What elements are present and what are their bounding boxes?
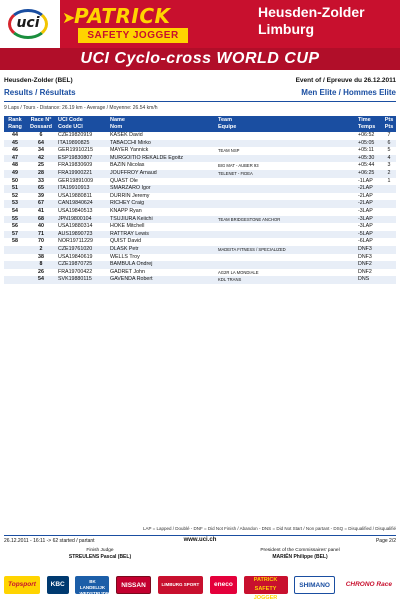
cell-uci-code: USA19840619 (58, 253, 93, 260)
sponsor-logo-kbc: KBC (47, 576, 69, 594)
cell-bib: 39 (38, 192, 44, 199)
cell-time: DNS (356, 276, 382, 284)
sponsor-logo-eneco: eneco (210, 576, 237, 594)
cell-name: KASEK David (110, 132, 143, 138)
cell-bib: 65 (26, 185, 56, 193)
cell-team (216, 208, 356, 216)
cell-uci-code: AUS19890723 (56, 231, 108, 239)
cell-uci-code: FRA19900221 (56, 170, 108, 178)
sponsor-strip (4, 574, 396, 600)
cell-name: BAMBULA Ondrej (108, 261, 216, 269)
cell-team (216, 200, 356, 208)
cell-time: -2LAP (356, 200, 382, 208)
results-body (4, 132, 396, 284)
cell-uci-code: CAN19840624 (56, 200, 108, 208)
cell-team (216, 238, 356, 246)
cell-uci-code: FRA19830609 (58, 162, 93, 169)
event-location: Heusden-Zolder (BEL) (4, 77, 73, 84)
cell-uci-code: SVK19880115 (56, 276, 108, 284)
cell-uci-code: GER19910215 (58, 147, 94, 154)
cell-bib: 28 (26, 170, 56, 178)
cell-rank: 51 (4, 185, 26, 193)
cell-team (216, 193, 356, 201)
cell-uci-code: ITA19910913 (56, 185, 108, 193)
cell-name: QUAST Ole (110, 177, 138, 184)
column-header-team: Team Equipe (216, 116, 356, 132)
table-row (4, 246, 396, 254)
table-row (4, 170, 396, 178)
race-category: Men Elite / Hommes Elite (301, 88, 396, 97)
cell-rank: 52 (12, 192, 18, 199)
cell-time: -3LAP (356, 216, 382, 224)
table-row (4, 208, 396, 216)
venue-line-1: Heusden-Zolder (258, 4, 365, 20)
cell-rank (4, 276, 26, 284)
finish-judge-signature (40, 548, 160, 561)
table-row (4, 178, 396, 186)
cell-time: -3LAP (358, 223, 373, 230)
cell-time: -2LAP (358, 192, 373, 199)
table-row (4, 193, 396, 201)
cell-time: -1LAP (358, 177, 373, 184)
title-sponsor-logo (62, 2, 198, 46)
cell-bib: 71 (26, 231, 56, 239)
cell-points (382, 185, 396, 193)
cell-bib: 40 (38, 223, 44, 230)
footer-url[interactable]: www.uci.ch (183, 537, 217, 543)
sponsor-logo-shimano: SHIMANO (294, 576, 335, 594)
president-title: President of the Commissaires' panel (260, 548, 340, 553)
cell-rank: 45 (4, 140, 26, 148)
table-row (4, 261, 396, 269)
cell-name: DLASK Petr (108, 246, 216, 254)
cell-time: DNF3 (356, 246, 382, 254)
table-row (4, 254, 396, 262)
cell-points (382, 193, 396, 201)
cell-points (382, 208, 396, 216)
cell-name: BAZIN Nicolas (110, 162, 145, 169)
cell-time: -6LAP (358, 238, 373, 245)
cell-uci-code: GER19891009 (58, 177, 94, 184)
cell-rank: 50 (12, 177, 18, 184)
results-heading-row (4, 88, 396, 100)
footer-timestamp: 26.12.2011 - 16:11 -> 62 started / partant (4, 538, 95, 544)
cell-name: MURGOITIO REKALDE Egoitz (108, 155, 216, 163)
cell-rank (4, 254, 26, 262)
cell-points: 7 (387, 132, 391, 138)
race-laps-info: 9 Laps / Tours - Distance: 26.19 km - Average / Moyenne: 26.54 km/h (4, 105, 158, 111)
cell-uci-code: CZE19820919 (58, 132, 93, 138)
results-table (4, 116, 396, 284)
cell-uci-code: USA19880314 (58, 223, 93, 230)
cell-points: 3 (387, 162, 391, 169)
sponsor-logo-nissan: NISSAN (116, 576, 151, 594)
title-sponsor-subtitle: SAFETY JOGGER (78, 28, 188, 43)
column-header-bib: Race N° Dossard (26, 116, 56, 132)
cell-team (216, 261, 356, 269)
title-sponsor-name: PATRICK (74, 4, 171, 28)
cell-team: KDL TRANS (216, 276, 356, 284)
header-banner (0, 0, 400, 70)
cell-points (382, 216, 396, 224)
cell-points (382, 223, 396, 231)
cell-uci-code: ITA19890825 (56, 140, 108, 148)
cell-uci-code: CZE19761020 (56, 246, 108, 254)
cell-bib: 54 (26, 276, 56, 284)
venue-title (258, 4, 388, 38)
cell-name: GADRET John (110, 268, 145, 275)
cell-bib: 6 (39, 132, 43, 138)
cell-team: AG2R LA MONDIALE (218, 269, 259, 275)
cell-points (382, 231, 396, 239)
cell-bib: 41 (38, 207, 44, 214)
sponsor-logo-bk: BK LANDELIJK WEDSTRIJDEN (75, 576, 109, 594)
cell-name: RICHEY Craig (108, 200, 216, 208)
sponsor-logo-limburg: LIMBURG SPORT (158, 576, 204, 594)
cell-uci-code: NOR19711229 (58, 238, 93, 245)
president-name: MARIËN Philippe (BEL) (272, 554, 328, 560)
table-header-row (4, 116, 396, 132)
cell-bib: 70 (38, 238, 44, 245)
cell-bib: 68 (26, 216, 56, 224)
cell-bib: 25 (38, 162, 44, 169)
cell-points: 5 (387, 147, 391, 154)
cell-uci-code: CZE19870725 (56, 261, 108, 269)
cell-team: MADEITA FITNESS / SPECIALIZED (216, 246, 356, 254)
cell-bib: 38 (38, 253, 44, 260)
event-date: Event of / Epreuve du 26.12.2011 (295, 77, 396, 84)
cell-uci-code: USA19840513 (58, 207, 93, 214)
cell-bib: 8 (26, 261, 56, 269)
table-row (4, 223, 396, 231)
cell-team (216, 223, 356, 231)
cell-rank: 44 (12, 132, 18, 138)
table-row (4, 185, 396, 193)
column-header-uci-code: UCI Code Code UCI (56, 116, 108, 132)
abbreviation-legend: LAP = Lapped / Doublé - DNF = Did Not Finish / Abandon - DNS = Did Not Start / Non partant - DSQ = Disqualified / Disqualifié (142, 526, 396, 531)
president-signature (230, 548, 370, 561)
cell-points (382, 254, 396, 262)
cell-rank: 54 (12, 207, 18, 214)
cell-time: +06:25 (356, 170, 382, 178)
cell-name: RATTRAY Lewis (108, 231, 216, 239)
cell-points (382, 238, 396, 246)
cell-team (216, 155, 356, 163)
sponsor-logo-patrick: PATRICK SAFETY JOGGER (244, 576, 288, 594)
table-row (4, 216, 396, 224)
cell-time: DNF2 (356, 261, 382, 269)
column-header-points: Pts Pts (382, 116, 396, 132)
cell-points (382, 246, 396, 254)
sponsor-logo-chrono-race: CHRONO Race (342, 576, 396, 594)
finish-judge-title: Finish Judge (86, 548, 114, 553)
cell-team: TEAM NSP (218, 148, 240, 154)
cell-time: +05:44 (358, 162, 375, 169)
cell-name: QUIST David (110, 238, 142, 245)
cell-bib: 42 (26, 155, 56, 163)
cell-points (382, 269, 396, 277)
event-info-row (4, 77, 396, 84)
uci-logo (6, 6, 50, 42)
cell-rank (4, 269, 26, 277)
cell-name: GAVENDA Robert (108, 276, 216, 284)
cell-team (216, 178, 356, 186)
cell-points: 6 (382, 140, 396, 148)
cell-uci-code: USA19880811 (58, 192, 93, 199)
table-row (4, 140, 396, 148)
cell-points (382, 276, 396, 284)
cell-rank: 48 (12, 162, 18, 169)
table-row (4, 147, 396, 155)
table-row (4, 276, 396, 284)
cell-rank: 58 (12, 238, 18, 245)
results-title: Results / Résultats (4, 88, 76, 97)
cell-time: -2LAP (356, 185, 382, 193)
cell-name: KNAPP Ryan (110, 207, 142, 214)
cell-uci-code: JPN19800104 (56, 216, 108, 224)
footer-page-number: Page 2/2 (375, 538, 396, 544)
cell-bib: 64 (26, 140, 56, 148)
cell-rank: 47 (4, 155, 26, 163)
heading-divider (4, 101, 396, 102)
table-row (4, 162, 396, 170)
world-cup-title: UCI Cyclo-cross WORLD CUP (80, 50, 320, 67)
sponsor-arrow-icon: ➤ (62, 10, 76, 27)
cell-bib: 34 (38, 147, 44, 154)
cell-name: SMARZARO Igor (108, 185, 216, 193)
cell-rank: 49 (4, 170, 26, 178)
cell-bib: 67 (26, 200, 56, 208)
cell-team (216, 185, 356, 193)
cell-time: -3LAP (358, 207, 373, 214)
cell-points: 4 (382, 155, 396, 163)
cell-points: 1 (387, 177, 391, 184)
cell-time: +05:11 (358, 147, 374, 154)
cell-team: TELENET - FIDEA (216, 170, 356, 178)
cell-team (216, 254, 356, 262)
column-header-rank: Rank Rang (4, 116, 26, 132)
venue-line-2: Limburg (258, 21, 314, 37)
cell-name: HOKE Mitchell (110, 223, 145, 230)
cell-name: TSUJIURA Keiichi (108, 216, 216, 224)
cell-rank: 55 (4, 216, 26, 224)
cell-points: 2 (382, 170, 396, 178)
cell-time: DNF3 (358, 253, 372, 260)
column-header-time: Time Temps (356, 116, 382, 132)
cell-time: DNF2 (358, 268, 372, 275)
cell-bib: 26 (38, 268, 44, 275)
cell-team (216, 140, 356, 148)
table-row (4, 238, 396, 246)
cell-name: DURRIN Jeremy (110, 192, 150, 199)
table-row (4, 200, 396, 208)
cell-bib: 2 (26, 246, 56, 254)
table-row (4, 269, 396, 277)
column-header-name: Name Nom (108, 116, 216, 132)
table-row (4, 155, 396, 163)
cell-points (382, 261, 396, 269)
cell-name: JOUFFROY Arnaud (108, 170, 216, 178)
table-row (4, 132, 396, 140)
cell-bib: 33 (38, 177, 44, 184)
cell-rank (4, 261, 26, 269)
cell-uci-code: ESP19830807 (56, 155, 108, 163)
cell-team: TEAM BRIDGESTONE ANCHOR (216, 216, 356, 224)
cell-time: -5LAP (356, 231, 382, 239)
sponsor-logo-topsport: Topsport (4, 576, 40, 594)
cell-time: +05:05 (356, 140, 382, 148)
cell-team (216, 231, 356, 239)
cell-rank: 46 (12, 147, 18, 154)
cell-rank (4, 246, 26, 254)
cell-rank: 57 (4, 231, 26, 239)
footer-divider (4, 535, 396, 536)
cell-team: BIG MAT - AUBER 93 (218, 163, 259, 169)
finish-judge-name: STREULENS Pascal (BEL) (68, 554, 132, 560)
cell-rank: 56 (12, 223, 18, 230)
cell-name: MAYER Yannick (110, 147, 149, 154)
table-row (4, 231, 396, 239)
cell-rank: 53 (4, 200, 26, 208)
cell-name: WELLS Troy (110, 253, 140, 260)
cell-team (216, 132, 356, 140)
cell-time: +06:52 (358, 132, 375, 138)
uci-logo-text: uci (16, 15, 40, 31)
cell-points (382, 200, 396, 208)
cell-name: TABACCHI Mirko (108, 140, 216, 148)
cell-time: +05:30 (356, 155, 382, 163)
cell-uci-code: FRA19700422 (58, 268, 93, 275)
